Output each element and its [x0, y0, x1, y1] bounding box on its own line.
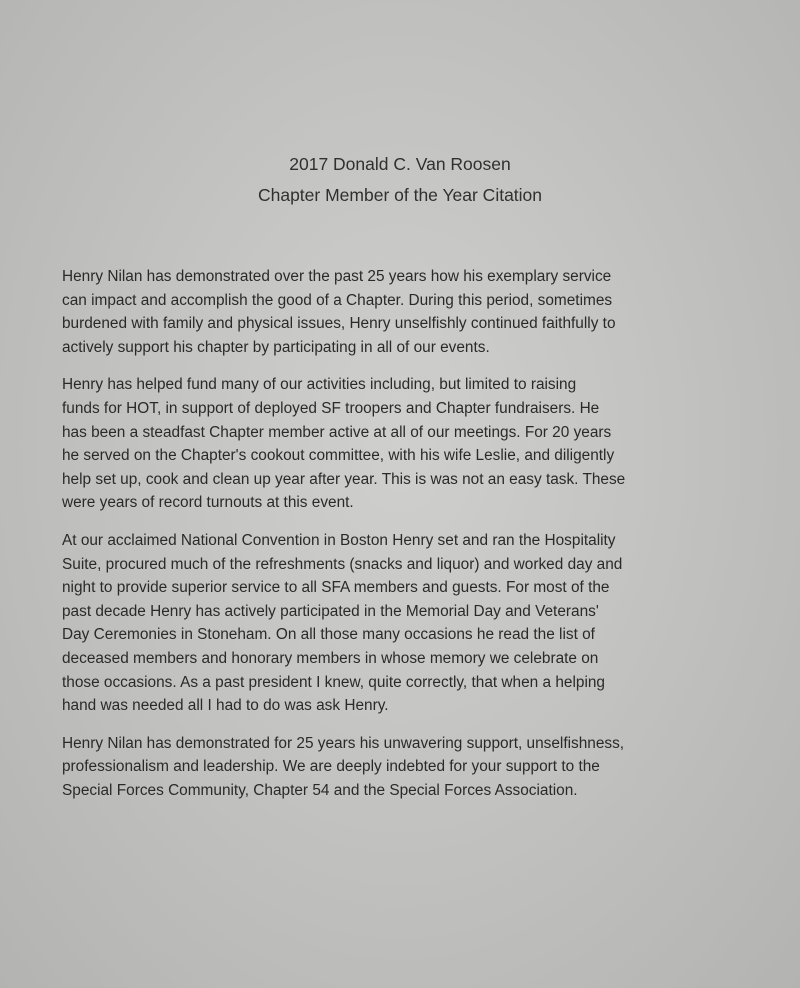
- paragraph-4: [62, 732, 752, 803]
- text-line: Suite, procured much of the refreshments (snacks and liquor) and worked day and: [62, 555, 623, 573]
- text-line: funds for HOT, in support of deployed SF troopers and Chapter fundraisers. He: [62, 399, 600, 417]
- text-line: night to provide superior service to all SFA members and guests. For most of the: [62, 579, 610, 597]
- text-line: were years of record turnouts at this event.: [62, 494, 354, 512]
- citation-title-line-2: Chapter Member of the Year Citation: [257, 185, 543, 205]
- citation-body: [62, 265, 752, 816]
- text-line: past decade Henry has actively participated in the Memorial Day and Veterans': [62, 602, 599, 620]
- text-line: deceased members and honorary members in whose memory we celebrate on: [62, 649, 599, 667]
- text-line: Henry Nilan has demonstrated over the past 25 years how his exemplary service: [62, 268, 612, 285]
- citation-title-line-1: 2017 Donald C. Van Roosen: [289, 154, 511, 174]
- text-line: Henry has helped fund many of our activities including, but limited to raising: [62, 376, 577, 394]
- paragraph-3: [62, 529, 752, 718]
- text-line: those occasions. As a past president I knew, quite correctly, that when a helping: [62, 673, 605, 691]
- text-line: he served on the Chapter's cookout committee, with his wife Leslie, and diligently: [62, 447, 615, 465]
- text-line: Day Ceremonies in Stoneham. On all those many occasions he read the list of: [62, 626, 595, 644]
- paragraph-1: [62, 265, 752, 359]
- text-line: has been a steadfast Chapter member active at all of our meetings. For 20 years: [62, 423, 612, 441]
- text-line: At our acclaimed National Convention in Boston Henry set and ran the Hospitality: [62, 531, 616, 549]
- text-line: hand was needed all I had to do was ask Henry.: [62, 697, 389, 715]
- text-line: burdened with family and physical issues, Henry unselfishly continued faithfully to: [62, 315, 616, 333]
- text-line: Special Forces Community, Chapter 54 and the Special Forces Association.: [62, 781, 578, 799]
- text-line: professionalism and leadership. We are deeply indebted for your support to the: [62, 758, 600, 776]
- text-line: can impact and accomplish the good of a Chapter. During this period, sometimes: [62, 291, 613, 309]
- text-line: Henry Nilan has demonstrated for 25 years his unwavering support, unselfishness,: [62, 734, 625, 752]
- paragraph-2: [62, 373, 752, 515]
- text-line: actively support his chapter by participating in all of our events.: [62, 338, 490, 356]
- text-line: help set up, cook and clean up year after year. This is was not an easy task. These: [62, 470, 626, 488]
- title-block: [0, 149, 800, 211]
